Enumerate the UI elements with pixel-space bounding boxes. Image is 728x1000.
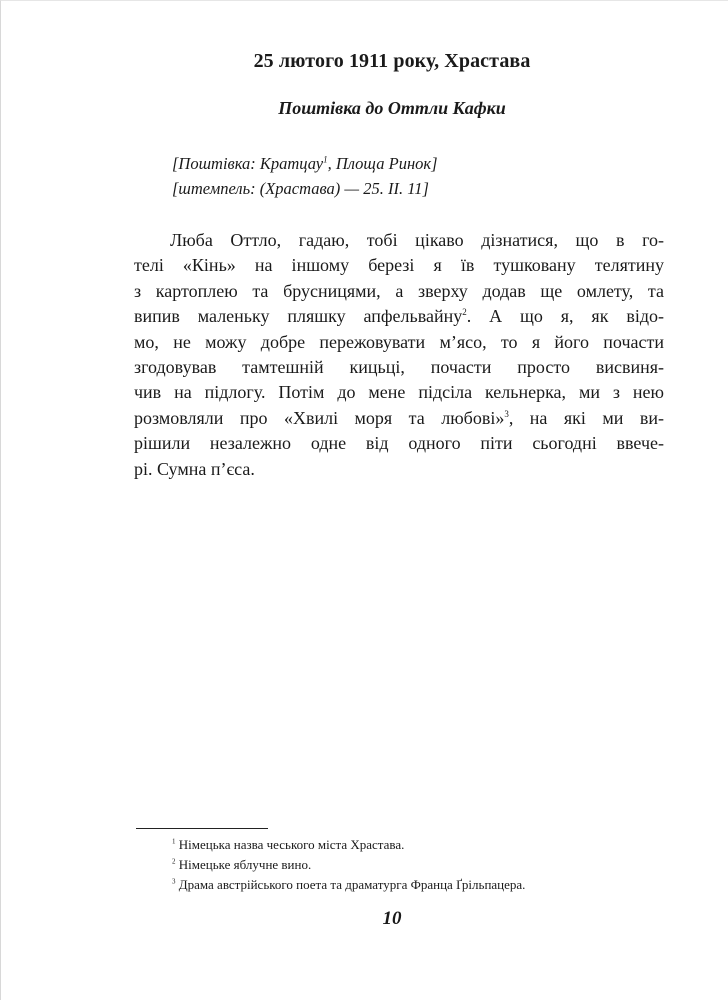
- letter-heading: 25 лютого 1911 року, Храстава: [253, 50, 531, 72]
- body-line-2: телі «Кінь» на іншому березі я їв тушковану телятину: [134, 255, 664, 276]
- letter-subtitle: Поштівка до Оттли Кафки: [278, 98, 506, 118]
- footnote-1-number: 1: [172, 837, 176, 846]
- body-line-4: [134, 304, 664, 329]
- body-line-6: згодовував тамтешній кицьці, почасти просто висвиня-: [134, 357, 664, 378]
- footnote-3-text: Драма австрійського поета та драматурга Франца Ґрільпацера.: [178, 877, 526, 892]
- footnote-ref-1: 1: [323, 154, 328, 165]
- footnote-3-number: 3: [172, 877, 176, 886]
- footnote-1: [172, 836, 404, 854]
- footnote-2-number: 2: [172, 857, 176, 866]
- letter-body: [134, 228, 664, 482]
- footnote-1-text: Німецька назва чеського міста Храстава.: [178, 837, 405, 852]
- footnote-separator: [136, 828, 268, 829]
- body-line-8-text: розмовляли про «Хвилі моря та любові»: [134, 407, 505, 428]
- body-line-3: з картоплею та брусницями, а зверху додав ще омлету, та: [134, 280, 664, 301]
- body-line-4-text-end: . А що я, як відо-: [466, 306, 664, 327]
- body-line-8-text-end: , на які ми ви-: [508, 407, 665, 428]
- body-line-9: рішили незалежно одне від одного піти сьогодні ввече-: [134, 433, 664, 454]
- footnote-3: [172, 876, 525, 894]
- postcard-description-text: [Поштівка: Кратцау: [172, 154, 324, 173]
- body-line-7: чив на підлогу. Потім до мене підсіла кельнерка, ми з нею: [134, 382, 664, 403]
- footnote-ref-3: 3: [504, 408, 509, 419]
- postcard-description-text-end: , Площа Ринок]: [327, 154, 438, 173]
- body-line-8: [134, 406, 664, 431]
- body-line-4-text: випив маленьку пляшку апфельвайну: [134, 306, 463, 327]
- body-line-5: мо, не можу добре пережовувати м’ясо, то я його почасти: [134, 331, 664, 352]
- page-number: 10: [382, 908, 402, 929]
- footnote-ref-2: 2: [462, 307, 467, 318]
- body-line-1: Люба Оттло, гадаю, тобі цікаво дізнатися, що в го-: [170, 230, 664, 250]
- footnote-2-text: Німецьке яблучне вино.: [178, 857, 312, 872]
- postmark-description: [штемпель: (Храстава) — 25. II. 11]: [172, 179, 429, 198]
- footnote-2: [172, 856, 311, 874]
- body-line-10: рі. Сумна п’єса.: [134, 458, 255, 479]
- postcard-description: [172, 152, 438, 175]
